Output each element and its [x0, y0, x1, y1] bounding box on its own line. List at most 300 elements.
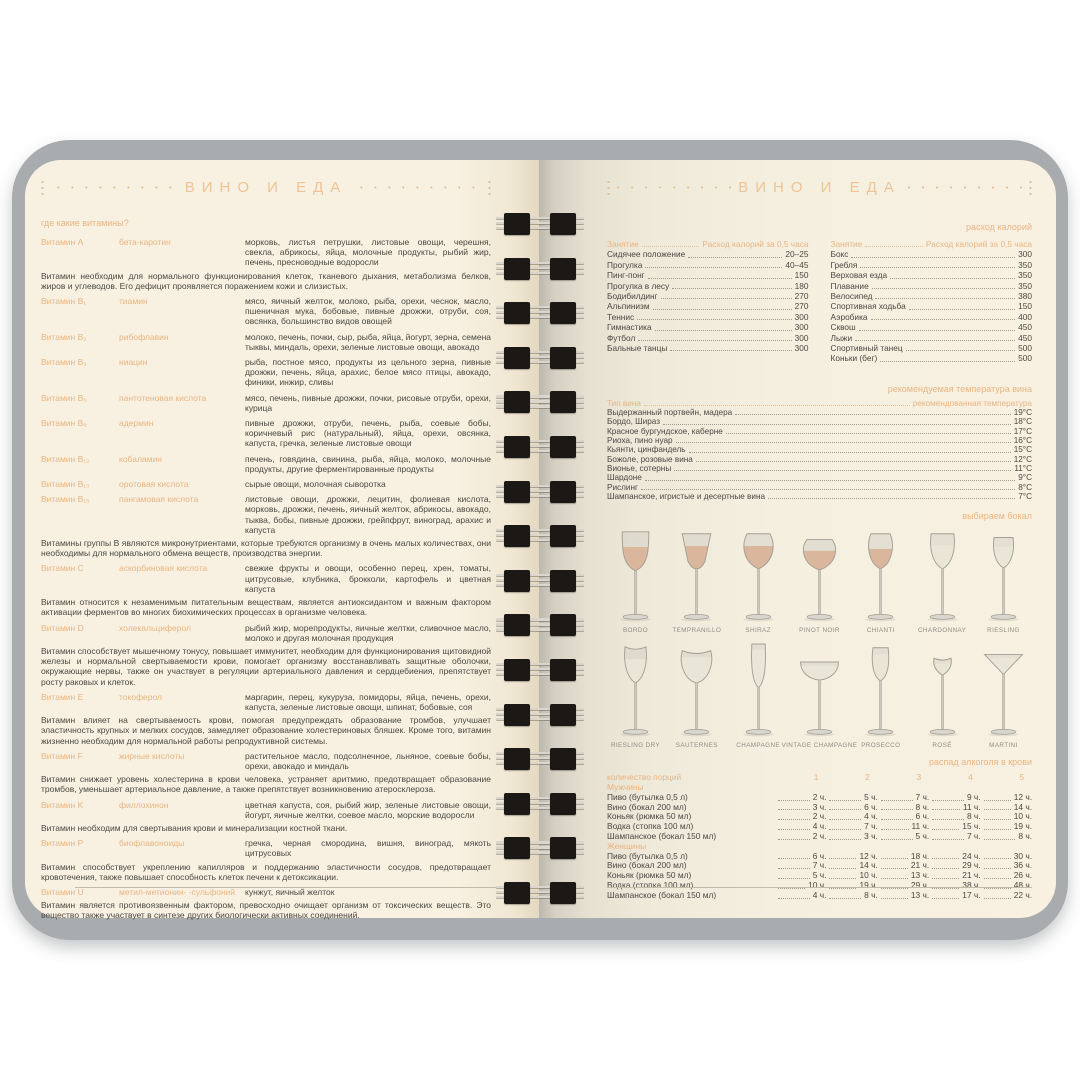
- dots-decoration: [607, 179, 610, 195]
- alcohol-value: 18 ч.: [910, 850, 930, 861]
- activity-label: Сидячее положение: [607, 249, 686, 260]
- alcohol-value: 10 ч.: [1013, 811, 1033, 822]
- dotted-leader: [778, 878, 810, 879]
- alcohol-value: 29 ч.: [910, 879, 930, 890]
- alcohol-value: 10 ч.: [859, 870, 878, 881]
- dots-decoration: [617, 185, 731, 190]
- alcohol-value: 24 ч.: [962, 850, 981, 861]
- spiral-coil: [494, 703, 586, 727]
- spiral-pad: [504, 213, 530, 235]
- calories-row: [607, 260, 809, 270]
- spiral-coil: [494, 836, 586, 860]
- dotted-leader: [875, 298, 1015, 299]
- dotted-leader: [872, 288, 1015, 289]
- wine-type-label: Красное бургундское, каберне: [607, 426, 723, 436]
- vitamin-entry: [41, 237, 491, 268]
- vitamin-entry: [41, 479, 491, 489]
- dotted-leader: [726, 433, 1011, 434]
- vitamin-entry: [41, 692, 491, 712]
- calories-header-value: Расход калорий за 0,5 часа: [702, 239, 809, 249]
- alcohol-cell: [929, 832, 980, 842]
- alcohol-value: 21 ч.: [910, 860, 930, 871]
- spiral-pad: [550, 525, 576, 547]
- vitamin-chem-name: холекальциферол: [119, 622, 191, 633]
- alcohol-value: 6 ч.: [812, 850, 827, 861]
- alcohol-value: 38 ч.: [962, 879, 981, 890]
- vitamin-note: Витамин относится к незаменимым питательным веществам, является антиоксидантом и важным фактором активации ферментов во многих биохимических процессах в организме человека.: [41, 597, 491, 618]
- temperature-value: 9°C: [1018, 473, 1032, 483]
- vitamin-sources: листовые овощи, дрожжи, лецитин, фолиевая кислота, морковь, дрожжи, печень, яичный желток, абрикосы, авокадо, тыква, бобы, пивные дрожжи, грейпфрут, виноград, арахис и капуста: [245, 494, 491, 535]
- vitamins-section-title: где какие витамины?: [41, 218, 129, 228]
- dotted-leader: [778, 839, 810, 840]
- dotted-leader: [909, 309, 1015, 310]
- activity-value: 300: [794, 343, 809, 354]
- vitamin-name: Витамин P: [41, 838, 84, 849]
- calories-row: [831, 291, 1033, 301]
- alcohol-value: 13 ч.: [910, 870, 930, 881]
- vitamin-sources: мясо, яичный желток, молоко, рыба, орехи, чеснок, масло, пшеничная мука, бобовые, пивные дрожжи, отруби, соя, овсянка, большинство видов овощей: [245, 296, 491, 327]
- vitamin-name: Витамин B₁₂: [41, 453, 90, 464]
- temperature-value: 19°C: [1013, 408, 1032, 418]
- dotted-leader: [653, 309, 792, 310]
- dotted-leader: [674, 470, 1011, 471]
- vitamin-note: Витамин необходим для свертывания крови и минерализации костной ткани.: [41, 822, 348, 833]
- alcohol-value: 7 ч.: [864, 821, 878, 832]
- portion-number: 2: [865, 772, 870, 783]
- wine-glass-label: PINOT NOIR: [799, 627, 840, 635]
- temperature-table: [607, 399, 1032, 501]
- dotted-leader: [881, 839, 913, 840]
- vitamin-entry: [41, 454, 491, 474]
- spiral-pad: [550, 258, 576, 280]
- vitamin-sources: кунжут, яичный желток: [245, 886, 335, 897]
- calories-row: [831, 312, 1033, 322]
- dotted-leader: [906, 350, 1016, 351]
- vitamin-chem-name: оротовая кислота: [119, 479, 189, 490]
- dotted-leader: [655, 330, 792, 331]
- spiral-pad: [550, 793, 576, 815]
- vitamin-name: Витамин B₆: [41, 418, 87, 429]
- wine-glass-label: MARTINI: [989, 742, 1018, 750]
- dotted-leader: [881, 800, 913, 801]
- vitamin-name: Витамин C: [41, 563, 84, 574]
- dotted-leader: [829, 839, 861, 840]
- dotted-leader: [637, 319, 791, 320]
- dotted-leader: [778, 800, 810, 801]
- vitamin-chem-name: бета-каротин: [119, 237, 171, 247]
- dots-decoration: [354, 185, 481, 190]
- alcohol-table: [607, 773, 1032, 900]
- calories-row: [607, 281, 809, 291]
- wine-glass-item: [791, 527, 848, 634]
- alcohol-value: 14 ч.: [1013, 801, 1033, 812]
- vitamin-note: Витамин необходим для нормального функционирования клеток, тканевого дыхания, метаболизма белков, жиров и углеводов. Его дефицит проявляется поражением кожи и слизистых.: [41, 270, 491, 291]
- vitamin-entry: [41, 357, 491, 388]
- dotted-leader: [984, 800, 1011, 801]
- vitamin-sources: печень, говядина, свинина, рыба, яйца, молоко, молочные продукты, другие ферментированные продукты: [245, 453, 491, 474]
- activity-label: Альпинизм: [607, 301, 650, 312]
- alcohol-value: 6 ч.: [915, 811, 930, 822]
- spiral-pad: [504, 391, 530, 413]
- dotted-leader: [688, 257, 782, 258]
- temperature-header-row: [607, 399, 1032, 408]
- vitamin-name: Витамин E: [41, 691, 84, 702]
- calories-row: [607, 312, 809, 322]
- dotted-leader: [984, 868, 1011, 869]
- calories-row: [607, 301, 809, 311]
- wine-glass-label: CHIANTI: [866, 627, 895, 635]
- alcohol-row: [607, 832, 1032, 842]
- dotted-leader: [881, 898, 908, 899]
- temperature-row: [607, 455, 1032, 464]
- wine-glass-item: [852, 642, 909, 749]
- vitamin-name: Витамин F: [41, 750, 83, 761]
- calories-header-row: [831, 239, 1033, 249]
- vitamin-sources: пивные дрожжи, отруби, печень, рыба, соевые бобы, коричневый рис (натуральный), яйца, орехи, овсянка, капуста, гречка, зеленые листовые овощи: [245, 418, 491, 449]
- vitamin-name: Витамин А: [41, 237, 84, 247]
- drink-label: Шампанское (бокал 150 мл): [607, 830, 717, 841]
- alcohol-value: 4 ч.: [812, 821, 827, 832]
- wine-glass-label: PROSECCO: [861, 742, 901, 750]
- alcohol-value: 5 ч.: [915, 830, 930, 841]
- activity-label: Гребля: [830, 259, 858, 270]
- right-page-header: [607, 176, 1032, 198]
- prosecco-glass-icon: [852, 642, 909, 740]
- footer-rule: [75, 887, 509, 888]
- temperature-row: [607, 436, 1032, 445]
- alcohol-value: 2 ч.: [812, 811, 827, 822]
- vitamin-sources: рыба, постное мясо, продукты из цельного зерна, пивные дрожжи, печень, яйца, арахис, белое мясо птицы, авокадо, финики, инжир, сливы: [245, 357, 491, 388]
- spiral-pad: [550, 614, 576, 636]
- vitamin-entry: [41, 751, 491, 771]
- spiral-pad: [504, 570, 530, 592]
- calories-row: [831, 249, 1033, 259]
- activity-label: Бальные танцы: [607, 343, 668, 354]
- activity-value: 150: [1018, 301, 1032, 312]
- activity-value: 400: [1018, 311, 1032, 322]
- alcohol-value: 30 ч.: [1013, 850, 1033, 861]
- activity-value: 300: [794, 322, 809, 333]
- activity-label: Теннис: [607, 311, 635, 322]
- riesling-glass-icon: [975, 527, 1032, 625]
- vitamin-entry: [41, 800, 491, 820]
- vitamins-list: [41, 237, 491, 921]
- dotted-leader: [672, 288, 791, 289]
- glasses-chart: [607, 527, 1032, 749]
- alcohol-value: 7 ч.: [915, 791, 930, 802]
- dotted-leader: [778, 819, 810, 820]
- calories-section-title: расход калорий: [965, 222, 1032, 232]
- vitamin-sources: растительное масло, подсолнечное, льняное, соевые бобы, орехи, авокадо и миндаль: [245, 750, 491, 771]
- dotted-leader: [638, 340, 791, 341]
- alcohol-value: 7 ч.: [966, 830, 981, 841]
- activity-value: 450: [1018, 322, 1032, 333]
- alcohol-cell: [981, 891, 1032, 901]
- activity-label: Спортивный танец: [830, 343, 903, 354]
- drink-label: Пиво (бутылка 0,5 л): [607, 791, 688, 802]
- dotted-leader: [880, 361, 1015, 362]
- dotted-leader: [932, 809, 960, 810]
- wine-glass-label: TEMPRANILLO: [672, 627, 722, 635]
- vitamin-entry: [41, 494, 491, 535]
- dotted-leader: [881, 819, 913, 820]
- alcohol-cell: [878, 832, 929, 842]
- flute-glass-icon: [730, 642, 787, 740]
- wine-glass-label: SAUTERNES: [675, 742, 718, 750]
- wine-type-label: Выдержанный портвейн, мадера: [607, 408, 733, 418]
- activity-value: 180: [794, 280, 809, 291]
- wine-glass-item: [975, 642, 1032, 749]
- alcohol-group-label: Мужчины: [607, 781, 644, 792]
- dotted-leader: [932, 898, 959, 899]
- spiral-pad: [550, 436, 576, 458]
- drink-label: Коньяк (рюмка 50 мл): [607, 870, 692, 881]
- dotted-leader: [670, 350, 791, 351]
- vitamin-name: Витамин B₁₅: [41, 494, 90, 505]
- activity-label: Аэробика: [830, 311, 868, 322]
- calories-header-row: [607, 239, 809, 249]
- spiral-pad: [504, 347, 530, 369]
- left-page-header: [41, 176, 491, 198]
- alcohol-cell: [878, 891, 929, 901]
- page-title: ВИНО И ЕДА: [738, 178, 901, 196]
- left-page: [25, 160, 539, 921]
- temperature-header: рекомендованная температура: [912, 398, 1032, 408]
- vitamin-chem-name: пантотеновая кислота: [119, 392, 207, 403]
- alcohol-value: 7 ч.: [812, 860, 827, 871]
- temperature-value: 17°C: [1013, 426, 1032, 436]
- coupe-glass-icon: [791, 642, 848, 740]
- alcohol-cell: [775, 832, 826, 842]
- spiral-pad: [504, 614, 530, 636]
- dotted-leader: [644, 405, 910, 406]
- alcohol-value: 17 ч.: [962, 889, 981, 900]
- martini-glass-icon: [975, 642, 1032, 740]
- activity-label: Бокс: [830, 249, 849, 260]
- wine-type-label: Божоле, розовые вина: [607, 454, 693, 464]
- dotted-leader: [778, 809, 810, 810]
- dotted-leader: [881, 878, 908, 879]
- spiral-pad: [550, 481, 576, 503]
- spiral-coil: [494, 613, 586, 637]
- calories-column: [607, 239, 809, 364]
- wine-glass-item: [607, 642, 664, 749]
- dotted-leader: [778, 829, 810, 830]
- spiral-coil: [494, 301, 586, 325]
- dotted-leader: [859, 330, 1015, 331]
- alcohol-value: 2 ч.: [812, 830, 827, 841]
- spiral-pad: [550, 347, 576, 369]
- vitamin-entry: [41, 418, 491, 449]
- wine-glass-label: RIESLING: [987, 627, 1020, 635]
- wine-glass-item: [730, 527, 787, 634]
- activity-value: 300: [794, 311, 809, 322]
- spiral-coil: [494, 747, 586, 771]
- activity-label: Бодибилдинг: [607, 291, 658, 302]
- alcohol-value: 8 ч.: [915, 801, 930, 812]
- alcohol-value: 36 ч.: [1013, 860, 1033, 871]
- wine-type-label: Риоха, пино нуар: [607, 436, 673, 446]
- spiral-pad: [504, 659, 530, 681]
- temperature-row: [607, 464, 1032, 473]
- spiral-pad: [504, 837, 530, 859]
- vitamin-chem-name: адермин: [119, 418, 154, 429]
- vitamin-name: Витамин B₃: [41, 357, 87, 368]
- wine-glass-item: [914, 642, 971, 749]
- spiral-coil: [494, 435, 586, 459]
- wine-type-label: Вионье, сотерны: [607, 463, 672, 473]
- alcohol-value: 13 ч.: [910, 889, 930, 900]
- wine-glass-item: [668, 642, 725, 749]
- dotted-leader: [881, 809, 913, 810]
- dotted-leader: [984, 839, 1016, 840]
- dotted-leader: [829, 868, 856, 869]
- vitamin-entry: [41, 623, 491, 643]
- activity-value: 270: [794, 301, 809, 312]
- alcohol-value: 11 ч.: [911, 821, 930, 832]
- dotted-leader: [642, 246, 700, 247]
- dotted-leader: [984, 819, 1011, 820]
- wine-glass-label: BORDO: [622, 627, 649, 635]
- activity-value: 20–25: [785, 249, 809, 260]
- vitamin-entry: [41, 393, 491, 413]
- temperature-section-title: рекомендуемая температура вина: [887, 383, 1032, 394]
- glasses-row: [607, 642, 1032, 749]
- activity-value: 40–45: [785, 259, 809, 270]
- dotted-leader: [829, 809, 861, 810]
- vitamin-entry: [41, 296, 491, 327]
- wine-type-label: Рислинг: [607, 482, 638, 492]
- spiral-pad: [504, 525, 530, 547]
- vitamin-chem-name: ниацин: [119, 357, 148, 368]
- alcohol-cell: [775, 891, 826, 901]
- vitamin-sources: цветная капуста, соя, рыбий жир, зеленые листовые овощи, йогурт, яичные желтки, соевое масло, морские водоросли: [245, 799, 491, 820]
- wine-type-label: Кьянти, цинфандель: [607, 445, 686, 455]
- activity-label: Сквош: [830, 322, 856, 333]
- activity-value: 300: [794, 332, 809, 343]
- spiral-coil: [494, 257, 586, 281]
- dotted-leader: [984, 829, 1011, 830]
- portion-number: 4: [967, 772, 973, 783]
- alcohol-value: 29 ч.: [962, 860, 981, 871]
- spiral-pad: [504, 748, 530, 770]
- temperature-row: [607, 483, 1032, 492]
- dotted-leader: [932, 829, 959, 830]
- dots-decoration: [908, 185, 1022, 190]
- drink-label: Водка (стопка 100 мл): [607, 879, 694, 890]
- activity-value: 380: [1018, 291, 1032, 302]
- wine-glass-item: [852, 527, 909, 634]
- sauternes-glass-icon: [668, 642, 725, 740]
- tempranillo-glass-icon: [668, 527, 725, 625]
- vitamin-chem-name: кобаламин: [119, 453, 162, 464]
- vitamin-entry: [41, 887, 491, 897]
- vitamin-chem-name: пангамовая кислота: [119, 494, 199, 505]
- alcohol-value: 12 ч.: [859, 850, 878, 861]
- wine-glass-item: [607, 527, 664, 634]
- portion-number: 5: [1019, 772, 1025, 783]
- alcohol-value: 3 ч.: [864, 830, 878, 841]
- alcohol-value: 5 ч.: [812, 870, 827, 881]
- wine-glass-label: ROSÉ: [932, 742, 952, 750]
- temperature-row: [607, 445, 1032, 454]
- dotted-leader: [932, 858, 959, 859]
- vitamin-chem-name: тиамин: [119, 296, 148, 307]
- vitamin-name: Витамин B₅: [41, 392, 87, 403]
- alcohol-value: 4 ч.: [864, 811, 878, 822]
- calories-row: [831, 343, 1033, 353]
- calories-row: [831, 281, 1033, 291]
- dotted-leader: [984, 809, 1011, 810]
- dotted-leader: [881, 858, 908, 859]
- activity-value: 500: [1018, 343, 1032, 354]
- dotted-leader: [829, 800, 861, 801]
- alcohol-value: 8 ч.: [864, 889, 878, 900]
- dotted-leader: [689, 452, 1011, 453]
- spiral-pad: [504, 436, 530, 458]
- calories-column: [831, 239, 1033, 364]
- alcohol-row: [607, 891, 1032, 901]
- temperature-row: [607, 427, 1032, 436]
- dotted-leader: [932, 878, 959, 879]
- dotted-leader: [768, 498, 1015, 499]
- activity-label: Велосипед: [830, 291, 873, 302]
- alcohol-value: 5 ч.: [864, 791, 878, 802]
- wine-glass-item: [668, 527, 725, 634]
- spiral-pad: [504, 481, 530, 503]
- activity-value: 500: [1018, 353, 1032, 364]
- activity-label: Лыжи: [830, 332, 853, 343]
- alcohol-value: 9 ч.: [966, 791, 981, 802]
- dotted-leader: [932, 839, 964, 840]
- temperature-value: 18°C: [1013, 417, 1032, 427]
- drink-label: Вино (бокал 200 мл): [607, 801, 687, 812]
- spiral-pad: [550, 882, 576, 904]
- dotted-leader: [641, 489, 1015, 490]
- dotted-leader: [881, 868, 908, 869]
- temperature-value: 7°C: [1018, 491, 1032, 501]
- alcohol-value: 8 ч.: [1018, 830, 1033, 841]
- temperature-row: [607, 492, 1032, 501]
- wine-glass-item: [730, 642, 787, 749]
- wine-glass-label: CHAMPAGNE: [736, 742, 781, 750]
- activity-label: Пинг-понг: [607, 270, 645, 281]
- alcohol-cell: [981, 832, 1032, 842]
- dotted-leader: [661, 298, 792, 299]
- vitamin-note: Витамины группы В являются микронутриентами, которые требуются организму в очень малых количествах, они необходимы для нормального обмена веществ, производства энергии.: [41, 538, 491, 559]
- activity-label: Футбол: [607, 332, 636, 343]
- alcohol-value: 19 ч.: [859, 879, 878, 890]
- activity-value: 350: [1018, 270, 1032, 281]
- spiral-pad: [550, 302, 576, 324]
- dotted-leader: [984, 898, 1011, 899]
- alcohol-value: 19 ч.: [1013, 821, 1033, 832]
- dotted-leader: [984, 878, 1011, 879]
- calories-table: [607, 239, 1032, 364]
- wine-glass-label: RIESLING DRY: [610, 742, 661, 750]
- spiral-coil: [494, 881, 586, 905]
- activity-value: 350: [1018, 280, 1032, 291]
- calories-header-activity: Занятие: [607, 239, 639, 249]
- spiral-pad: [504, 704, 530, 726]
- dotted-leader: [778, 898, 810, 899]
- shiraz-glass-icon: [730, 527, 787, 625]
- spiral-pad: [550, 570, 576, 592]
- vitamin-note: Витамин является противоязвенным фактором, превосходно очищает организм от токсических веществ. Это вещество также участвует в синтезе других биологически активных соединений.: [41, 900, 491, 921]
- alcohol-cell: [826, 832, 877, 842]
- calories-row: [607, 249, 809, 259]
- spiral-pad: [550, 391, 576, 413]
